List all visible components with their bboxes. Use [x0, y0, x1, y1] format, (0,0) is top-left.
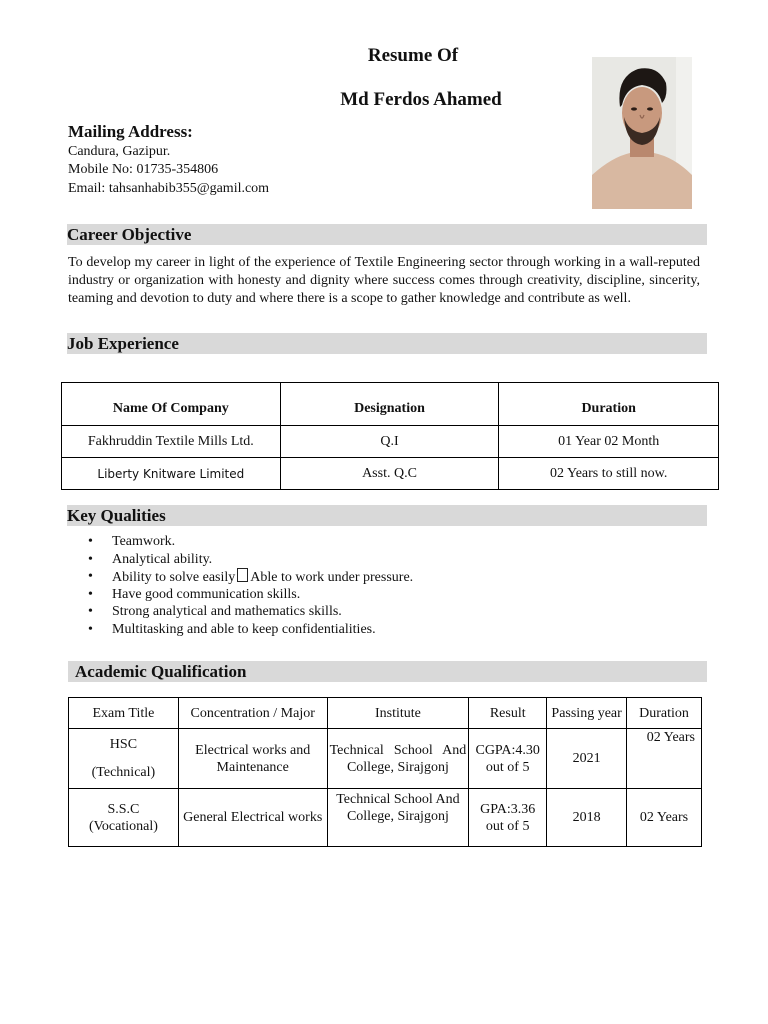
column-header: Institute: [327, 698, 469, 729]
column-header: Duration: [627, 698, 702, 729]
mobile-line: Mobile No: 01735-354806: [68, 162, 219, 177]
table-row: [62, 426, 719, 458]
section-heading: Job Experience: [67, 334, 179, 353]
table-header-row: [62, 383, 719, 426]
list-item: [88, 533, 413, 551]
applicant-name: Md Ferdos Ahamed: [340, 89, 502, 110]
resume-title: Resume Of: [367, 45, 459, 66]
table-header-row: [69, 698, 702, 729]
table-cell: [69, 729, 179, 789]
list-item-text: Multitasking and able to keep confidentialities.: [112, 621, 376, 637]
career-objective-text: To develop my career in light of the experience of Textile Engineering sector through working in a wall-reputed industry or organization with honesty and dignity where success comes through creativity, discipline, sincerity, teaming and devotion to duty and where there is a scope to gather knowledge and contribute as well.: [68, 255, 700, 306]
job-experience-header: [67, 333, 707, 354]
list-item-text: Strong analytical and mathematics skills.: [112, 604, 342, 620]
table-cell: 2021: [547, 729, 627, 789]
column-header: Duration: [499, 383, 719, 426]
table-row: [62, 458, 719, 490]
table-cell: Asst. Q.C: [280, 458, 499, 490]
list-item-text: Ability to solve easily: [112, 570, 236, 586]
table-cell: 02 Years to still now.: [499, 458, 719, 490]
key-qualities-header: [67, 505, 707, 526]
table-row: [69, 789, 702, 847]
exam-subtitle: (Vocational): [88, 818, 158, 834]
qualities-list: [88, 533, 413, 639]
table-cell: Liberty Knitware Limited: [62, 458, 281, 490]
column-header: Passing year: [547, 698, 627, 729]
list-item: [88, 568, 413, 586]
list-item: [88, 621, 413, 639]
table-cell: Q.I: [280, 426, 499, 458]
exam-title: HSC: [109, 737, 138, 752]
table-cell: 2018: [547, 789, 627, 847]
list-item: [88, 603, 413, 621]
academic-table: [68, 697, 702, 847]
column-header: Result: [469, 698, 547, 729]
career-objective-header: [67, 224, 707, 245]
exam-title: S.S.C: [107, 801, 140, 817]
mailing-address-heading: Mailing Address:: [68, 122, 193, 141]
table-cell: Technical School And College, Sirajgonj: [327, 789, 469, 847]
exam-subtitle: (Technical): [91, 765, 156, 780]
table-cell: 01 Year 02 Month: [499, 426, 719, 458]
table-cell: GPA:3.36 out of 5: [469, 789, 547, 847]
list-item-text: Able to work under pressure.: [250, 570, 414, 586]
column-header: Name Of Company: [62, 383, 281, 426]
table-cell: Fakhruddin Textile Mills Ltd.: [62, 426, 281, 458]
address-line: Candura, Gazipur.: [68, 144, 171, 159]
job-experience-table: [61, 382, 719, 490]
column-header: Concentration / Major: [178, 698, 327, 729]
email-line: Email: tahsanhabib355@gamil.com: [68, 181, 270, 196]
list-item-text: Teamwork.: [112, 534, 176, 549]
table-cell: [69, 789, 179, 847]
section-heading: Career Objective: [67, 225, 192, 244]
table-cell: Technical School And College, Sirajgonj: [327, 729, 469, 789]
list-item: [88, 586, 413, 604]
list-item-text: Have good communication skills.: [112, 586, 301, 602]
column-header: Designation: [280, 383, 499, 426]
column-header: Exam Title: [69, 698, 179, 729]
list-item: [88, 551, 413, 569]
table-cell: 02 Years: [627, 729, 702, 789]
table-row: [69, 729, 702, 789]
list-item-text: Analytical ability.: [112, 551, 213, 567]
table-cell: CGPA:4.30 out of 5: [469, 729, 547, 789]
table-cell: Electrical works and Maintenance: [178, 729, 327, 789]
section-heading: Key Qualities: [67, 506, 166, 525]
section-heading: Academic Qualification: [75, 662, 247, 681]
table-cell: 02 Years: [627, 789, 702, 847]
profile-photo: [592, 57, 692, 209]
missing-glyph-box: [237, 568, 248, 582]
table-cell: General Electrical works: [178, 789, 327, 847]
academic-qualification-header: [68, 661, 707, 682]
